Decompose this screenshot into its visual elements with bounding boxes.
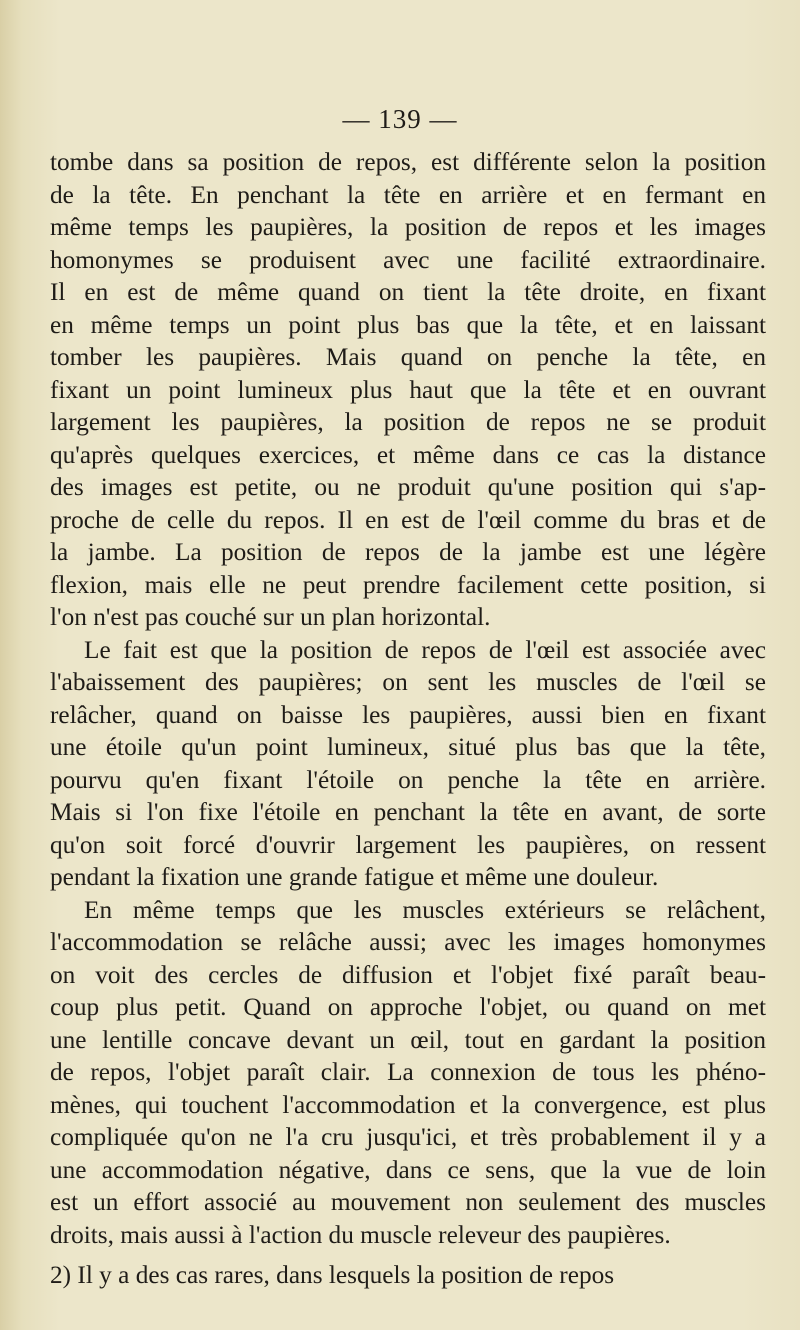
- text-line: mènes, qui touchent l'accommodation et la convergence, est plus: [50, 1090, 766, 1119]
- text-line: l'accommodation se relâche aussi; avec les images homonymes: [50, 928, 766, 956]
- text-line: de la tête. En penchant la tête en arrière et en fermant en: [50, 180, 766, 209]
- text-line: compliquée qu'on ne l'a cru jusqu'ici, et très probablement il y a: [50, 1123, 766, 1151]
- text-line: qu'après quelques exercices, et même dans ce cas la distance: [50, 440, 766, 469]
- text-line: Mais si l'on fixe l'étoile en penchant la tête en avant, de sorte: [50, 798, 766, 826]
- text-line: une lentille concave devant un œil, tout en gardant la position: [50, 1025, 766, 1054]
- text-line: droits, mais aussi à l'action du muscle releveur des paupières.: [50, 1220, 671, 1249]
- text-line: Il en est de même quand on tient la tête droite, en fixant: [50, 278, 766, 306]
- text-line: coup plus petit. Quand on approche l'objet, ou quand on met: [50, 993, 766, 1021]
- body-text: [50, 146, 766, 1292]
- text-line: largement les paupières, la position de repos ne se produit: [50, 408, 766, 436]
- text-line: l'on n'est pas couché sur un plan horizontal.: [50, 603, 491, 631]
- text-line: proche de celle du repos. Il en est de l'œil comme du bras et de: [50, 505, 766, 534]
- text-line: tomber les paupières. Mais quand on penche la tête, en: [50, 343, 766, 371]
- text-line: est un effort associé au mouvement non seulement des muscles: [50, 1188, 766, 1216]
- text-line: fixant un point lumineux plus haut que la tête et en ouvrant: [50, 375, 766, 404]
- text-line: Le fait est que la position de repos de l'œil est associée avec: [84, 635, 766, 664]
- text-line: En même temps que les muscles extérieurs se relâchent,: [84, 895, 766, 924]
- text-line: qu'on soit forcé d'ouvrir largement les paupières, on ressent: [50, 830, 766, 859]
- text-line: tombe dans sa position de repos, est différente selon la position: [50, 148, 766, 176]
- text-line: des images est petite, ou ne produit qu'une position qui s'ap-: [50, 473, 766, 501]
- text-line: une étoile qu'un point lumineux, situé plus bas que la tête,: [50, 733, 766, 761]
- page-number: — 139 —: [342, 104, 458, 134]
- text-line: on voit des cercles de diffusion et l'objet fixé paraît beau-: [50, 960, 766, 989]
- text-line: pourvu qu'en fixant l'étoile on penche la tête en arrière.: [50, 765, 766, 794]
- text-line: une accommodation négative, dans ce sens, que la vue de loin: [50, 1155, 766, 1184]
- text-line: homonymes se produisent avec une facilité extraordinaire.: [50, 245, 766, 274]
- footnote-line: 2) Il y a des cas rares, dans lesquels la position de repos: [50, 1261, 615, 1289]
- text-line: en même temps un point plus bas que la tête, et en laissant: [50, 310, 766, 339]
- text-line: relâcher, quand on baisse les paupières, aussi bien en fixant: [50, 700, 766, 729]
- text-line: de repos, l'objet paraît clair. La connexion de tous les phéno-: [50, 1058, 766, 1086]
- text-line: même temps les paupières, la position de repos et les images: [50, 213, 766, 241]
- text-line: pendant la fixation une grande fatigue et même une douleur.: [50, 863, 659, 891]
- text-line: la jambe. La position de repos de la jambe est une légère: [50, 538, 766, 566]
- text-line: l'abaissement des paupières; on sent les muscles de l'œil se: [50, 668, 766, 696]
- text-line: flexion, mais elle ne peut prendre facilement cette position, si: [50, 570, 766, 599]
